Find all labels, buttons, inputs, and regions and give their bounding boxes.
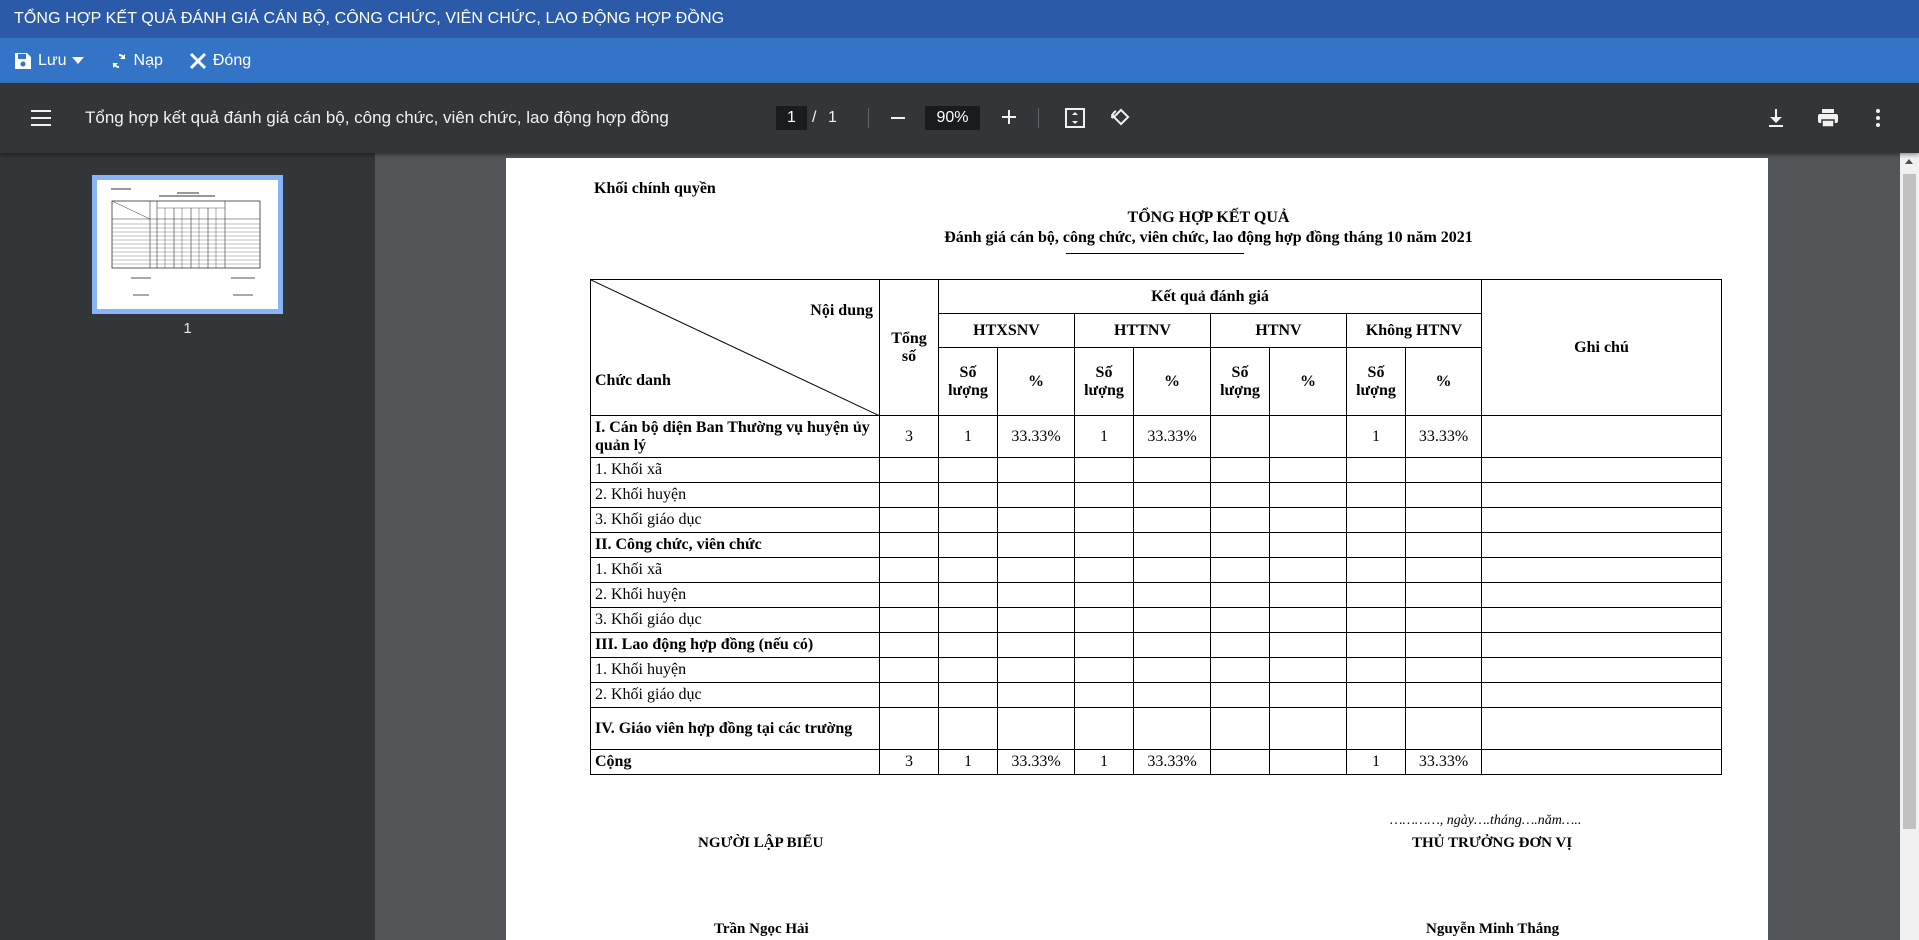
table-cell [939,683,998,708]
header-so-luong: Số lượng [1075,348,1134,416]
menu-icon[interactable] [30,107,54,129]
header-group: HTTNV [1075,314,1211,348]
scrollbar-thumb[interactable] [1903,174,1916,829]
table-row [591,658,1722,683]
rotate-icon[interactable] [1108,106,1132,130]
table-cell [1270,583,1347,608]
table-cell [1347,458,1406,483]
table-cell [1075,608,1134,633]
table-cell: 33.33% [1134,750,1211,775]
thumbnail-sidebar [0,153,375,940]
header-percent: % [1406,348,1482,416]
table-cell [998,683,1075,708]
title-underline [1066,253,1244,254]
table-cell [939,633,998,658]
row-label: III. Lao động hợp đồng (nếu có) [591,633,880,658]
scroll-up-icon[interactable] [1905,159,1913,164]
zoom-out-icon[interactable] [889,109,907,127]
table-row [591,750,1722,775]
table-cell [998,508,1075,533]
save-label: Lưu [38,51,67,69]
zoom-in-icon[interactable] [1000,108,1018,126]
table-cell [998,608,1075,633]
table-cell [1482,633,1722,658]
download-icon[interactable] [1765,107,1787,129]
table-cell [1134,658,1211,683]
reload-label: Nạp [133,51,163,69]
table-cell [1406,483,1482,508]
table-cell [1482,558,1722,583]
table-cell [1134,708,1211,750]
table-cell [1075,458,1134,483]
table-cell [1482,708,1722,750]
fit-page-icon[interactable] [1064,107,1086,129]
header-percent: % [998,348,1075,416]
table-cell [1134,633,1211,658]
table-cell [1347,633,1406,658]
table-cell [880,658,939,683]
table-cell [1347,558,1406,583]
report-table [590,279,1722,775]
table-cell [1270,708,1347,750]
table-cell [1406,633,1482,658]
print-icon[interactable] [1816,107,1840,129]
table-cell: 1 [1347,416,1406,458]
table-cell [998,458,1075,483]
table-cell [1482,608,1722,633]
chevron-down-icon [72,57,84,64]
table-cell [1270,633,1347,658]
table-cell [880,458,939,483]
report-subtitle: Đánh giá cán bộ, công chức, viên chức, lao động hợp đồng tháng 10 năm 2021 [944,229,1473,246]
table-cell [880,558,939,583]
table-cell: 33.33% [1406,750,1482,775]
header-ghi-chu: Ghi chú [1482,280,1722,416]
page-number-input[interactable]: 1 [776,106,807,130]
table-cell [1482,483,1722,508]
table-cell [1482,658,1722,683]
vertical-scrollbar[interactable] [1900,153,1919,940]
table-cell: 1 [1075,416,1134,458]
toolbar-divider [1038,108,1039,128]
preparer-title: NGƯỜI LẬP BIỂU [698,835,824,851]
table-cell: 33.33% [998,750,1075,775]
table-cell: 1 [1075,750,1134,775]
table-cell [1347,608,1406,633]
table-cell [1482,533,1722,558]
pdf-toolbar [0,83,1919,153]
table-cell [1211,458,1270,483]
table-cell [1211,558,1270,583]
table-cell [880,608,939,633]
refresh-icon [110,52,128,70]
table-cell [1211,533,1270,558]
toolbar-divider [868,108,869,128]
sign-date: …………, ngày….tháng….năm….. [1390,813,1582,828]
preparer-name: Trần Ngọc Hải [714,921,809,937]
table-cell [939,583,998,608]
header-tong-so: Tổng số [880,280,939,416]
header-so-luong: Số lượng [1347,348,1406,416]
table-row [591,708,1722,750]
table-cell: 33.33% [998,416,1075,458]
table-row [591,633,1722,658]
table-cell [1075,483,1134,508]
table-cell [1075,508,1134,533]
table-row [591,508,1722,533]
table-cell [998,658,1075,683]
table-cell [1406,683,1482,708]
row-label: 3. Khối giáo dục [591,508,880,533]
table-cell: 33.33% [1134,416,1211,458]
page-separator: / [812,109,817,126]
table-cell [1211,683,1270,708]
table-cell [880,483,939,508]
table-cell [939,483,998,508]
row-label: 2. Khối giáo dục [591,683,880,708]
header-group: HTXSNV [939,314,1075,348]
close-label: Đóng [212,51,252,69]
table-cell [1211,633,1270,658]
table-row [591,416,1722,458]
diagonal-line [591,280,880,416]
table-cell [998,633,1075,658]
table-cell [1270,458,1347,483]
table-cell [998,708,1075,750]
table-cell [1270,558,1347,583]
table-cell: 1 [1347,750,1406,775]
table-cell [1075,708,1134,750]
table-cell [939,558,998,583]
row-label: 1. Khối xã [591,458,880,483]
table-cell [1347,508,1406,533]
table-cell [998,558,1075,583]
table-cell [1075,583,1134,608]
table-cell [1270,608,1347,633]
table-row [591,483,1722,508]
pdf-page [506,158,1768,940]
table-cell [1211,708,1270,750]
table-cell [1406,708,1482,750]
table-cell [1270,416,1347,458]
table-cell [939,658,998,683]
table-cell [880,583,939,608]
table-cell [1270,533,1347,558]
table-cell: 1 [939,750,998,775]
table-row [591,683,1722,708]
table-cell [1211,508,1270,533]
row-label: I. Cán bộ diện Ban Thường vụ huyện ủy quản lý [591,416,880,458]
table-cell [939,533,998,558]
table-cell [998,583,1075,608]
table-cell [1075,683,1134,708]
table-cell [1134,583,1211,608]
table-cell [1406,658,1482,683]
thumbnail-page-number: 1 [183,320,192,337]
table-cell [939,458,998,483]
table-cell [880,508,939,533]
table-cell [939,608,998,633]
table-cell [1211,483,1270,508]
table-cell [1075,633,1134,658]
table-cell [1211,583,1270,608]
header-chuc-danh: Chức danh [595,372,671,389]
row-label: 1. Khối huyện [591,658,880,683]
table-cell [1134,683,1211,708]
table-cell [1270,658,1347,683]
table-cell [1347,583,1406,608]
table-row [591,458,1722,483]
table-cell: 1 [939,416,998,458]
table-cell [1075,533,1134,558]
report-table-body [591,416,1722,775]
table-cell [998,533,1075,558]
table-cell [1270,750,1347,775]
head-title: THỦ TRƯỞNG ĐƠN VỊ [1412,835,1573,851]
table-cell [1482,416,1722,458]
table-cell [880,708,939,750]
close-button[interactable] [189,38,251,83]
header-noi-dung: Nội dung [810,302,873,319]
table-cell [1406,583,1482,608]
report-title-block [506,208,1768,248]
reload-button[interactable] [110,38,163,83]
thumbnail-preview [97,180,278,309]
table-row [591,583,1722,608]
row-label: 2. Khối huyện [591,483,880,508]
header-ket-qua: Kết quả đánh giá [939,280,1482,314]
window-title: TỔNG HỢP KẾT QUẢ ĐÁNH GIÁ CÁN BỘ, CÔNG CHỨC, VIÊN CHỨC, LAO ĐỘNG HỢP ĐỒNG [0,0,1919,38]
table-cell [1406,508,1482,533]
table-cell [1134,558,1211,583]
unit-label: Khối chính quyền [594,180,716,197]
table-cell: 3 [880,750,939,775]
table-cell: 3 [880,416,939,458]
table-cell [1211,416,1270,458]
table-row [591,558,1722,583]
table-cell [1134,458,1211,483]
table-cell [1134,608,1211,633]
head-name: Nguyễn Minh Thắng [1426,921,1560,937]
row-label: IV. Giáo viên hợp đồng tại các trường [591,708,880,750]
thumbnail-page-image [97,180,278,309]
report-title: TỔNG HỢP KẾT QUẢ [1127,209,1290,226]
table-cell [1482,508,1722,533]
header-so-luong: Số lượng [939,348,998,416]
table-cell [880,533,939,558]
zoom-level-input[interactable]: 90% [925,106,980,130]
table-cell: 33.33% [1406,416,1482,458]
table-cell [1406,608,1482,633]
table-cell [939,708,998,750]
close-icon [189,52,207,70]
header-group: Không HTNV [1347,314,1482,348]
app-toolbar [0,38,1919,83]
table-cell [1075,558,1134,583]
row-label: Cộng [591,750,880,775]
table-cell [998,483,1075,508]
table-cell [1347,533,1406,558]
table-cell [939,508,998,533]
header-group: HTNV [1211,314,1347,348]
header-percent: % [1270,348,1347,416]
table-cell [1270,483,1347,508]
table-cell [1211,658,1270,683]
table-cell [1134,508,1211,533]
page-total: 1 [828,109,837,126]
page-thumbnail[interactable] [92,175,283,314]
header-diagonal-cell [591,280,880,416]
table-cell [1347,683,1406,708]
pdf-document-title: Tổng hợp kết quả đánh giá cán bộ, công chức, viên chức, lao động hợp đồng [85,108,669,127]
table-cell [1211,608,1270,633]
table-row [591,533,1722,558]
table-cell [880,633,939,658]
save-icon [14,52,32,70]
table-cell [1270,508,1347,533]
row-label: 3. Khối giáo dục [591,608,880,633]
more-options-icon[interactable] [1869,107,1887,129]
table-cell [1406,533,1482,558]
table-cell [1406,558,1482,583]
table-cell [1482,458,1722,483]
table-cell [1347,483,1406,508]
row-label: 2. Khối huyện [591,583,880,608]
table-cell [1134,533,1211,558]
row-label: II. Công chức, viên chức [591,533,880,558]
table-cell [880,683,939,708]
table-cell [1347,708,1406,750]
row-label: 1. Khối xã [591,558,880,583]
table-row [591,608,1722,633]
save-button[interactable] [14,38,84,83]
table-cell [1270,683,1347,708]
table-cell [1347,658,1406,683]
header-so-luong: Số lượng [1211,348,1270,416]
table-cell [1482,750,1722,775]
table-cell [1075,658,1134,683]
table-cell [1134,483,1211,508]
table-cell [1482,583,1722,608]
table-cell [1482,683,1722,708]
table-cell [1406,458,1482,483]
table-cell [1211,750,1270,775]
header-percent: % [1134,348,1211,416]
